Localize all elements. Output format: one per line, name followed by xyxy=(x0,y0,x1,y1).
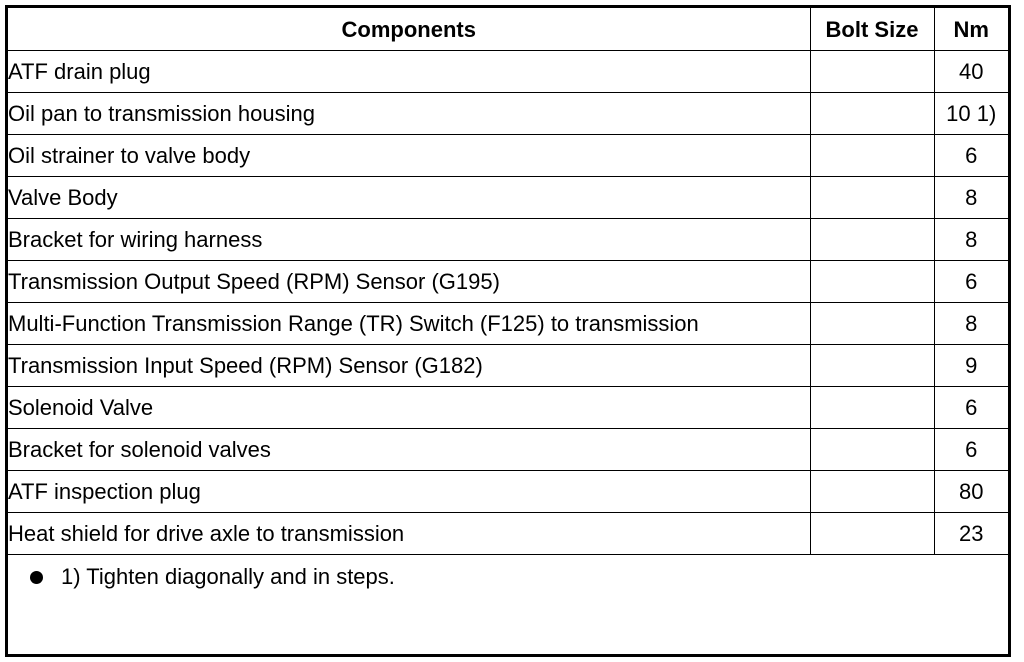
component-cell: Solenoid Valve xyxy=(8,387,810,429)
component-cell: Oil pan to transmission housing xyxy=(8,93,810,135)
component-cell: Bracket for solenoid valves xyxy=(8,429,810,471)
bolt-size-cell xyxy=(810,471,934,513)
table-row xyxy=(8,261,1008,303)
nm-cell: 23 xyxy=(934,513,1008,555)
nm-cell: 8 xyxy=(934,303,1008,345)
nm-cell: 10 1) xyxy=(934,93,1008,135)
nm-cell: 6 xyxy=(934,261,1008,303)
table-row xyxy=(8,303,1008,345)
component-cell: Oil strainer to valve body xyxy=(8,135,810,177)
nm-cell: 8 xyxy=(934,219,1008,261)
nm-cell: 80 xyxy=(934,471,1008,513)
bullet-icon xyxy=(30,571,43,584)
bolt-size-cell xyxy=(810,303,934,345)
header-nm: Nm xyxy=(934,8,1008,51)
bolt-size-cell xyxy=(810,93,934,135)
component-cell: Transmission Input Speed (RPM) Sensor (G182) xyxy=(8,345,810,387)
header-components: Components xyxy=(8,8,810,51)
bolt-size-cell xyxy=(810,429,934,471)
bolt-size-cell xyxy=(810,51,934,93)
component-cell: Heat shield for drive axle to transmission xyxy=(8,513,810,555)
table-row xyxy=(8,93,1008,135)
nm-cell: 9 xyxy=(934,345,1008,387)
bolt-size-cell xyxy=(810,177,934,219)
table-row xyxy=(8,177,1008,219)
table-row xyxy=(8,51,1008,93)
component-cell: ATF drain plug xyxy=(8,51,810,93)
bolt-size-cell xyxy=(810,513,934,555)
torque-spec-frame xyxy=(5,5,1011,657)
component-cell: Multi-Function Transmission Range (TR) Switch (F125) to transmission xyxy=(8,303,810,345)
nm-cell: 40 xyxy=(934,51,1008,93)
nm-cell: 6 xyxy=(934,429,1008,471)
nm-cell: 8 xyxy=(934,177,1008,219)
bolt-size-cell xyxy=(810,345,934,387)
bolt-size-cell xyxy=(810,387,934,429)
table-row xyxy=(8,429,1008,471)
component-cell: Bracket for wiring harness xyxy=(8,219,810,261)
nm-cell: 6 xyxy=(934,135,1008,177)
footnote-text: 1) Tighten diagonally and in steps. xyxy=(61,564,395,589)
nm-cell: 6 xyxy=(934,387,1008,429)
footnote-area xyxy=(8,555,1008,653)
table-row xyxy=(8,345,1008,387)
component-cell: Transmission Output Speed (RPM) Sensor (G195) xyxy=(8,261,810,303)
torque-spec-table xyxy=(8,8,1008,555)
bolt-size-cell xyxy=(810,219,934,261)
table-row xyxy=(8,135,1008,177)
table-row xyxy=(8,513,1008,555)
table-row xyxy=(8,219,1008,261)
header-bolt-size: Bolt Size xyxy=(810,8,934,51)
component-cell: ATF inspection plug xyxy=(8,471,810,513)
table-header-row xyxy=(8,8,1008,51)
table-row xyxy=(8,471,1008,513)
bolt-size-cell xyxy=(810,261,934,303)
bolt-size-cell xyxy=(810,135,934,177)
footnote xyxy=(30,563,395,591)
component-cell: Valve Body xyxy=(8,177,810,219)
table-row xyxy=(8,387,1008,429)
